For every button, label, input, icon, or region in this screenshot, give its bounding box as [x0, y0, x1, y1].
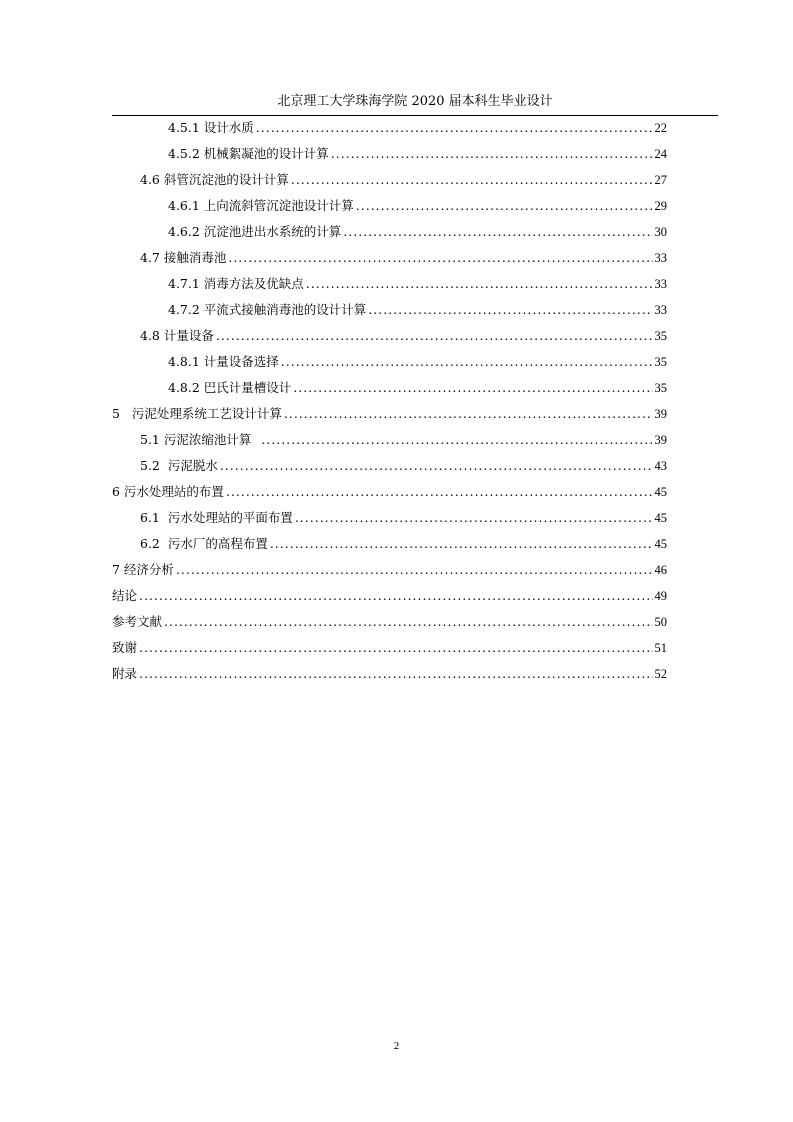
- toc-entry-acknowledgements[interactable]: [112, 637, 667, 659]
- toc-leader: [293, 377, 652, 399]
- toc-page: 39: [654, 407, 667, 421]
- toc-page: 45: [654, 537, 667, 551]
- toc-page: 45: [654, 511, 667, 525]
- toc-label: 附录: [112, 666, 138, 681]
- toc-entry-4-8[interactable]: [140, 325, 667, 347]
- toc-label: 7 经济分析: [112, 562, 174, 577]
- toc-leader: [261, 429, 652, 451]
- toc-entry-4-6-2[interactable]: [168, 221, 667, 243]
- toc-page: 33: [654, 303, 667, 317]
- toc-leader: [270, 533, 653, 555]
- toc-label: 4.8.2 巴氏计量槽设计: [168, 380, 292, 395]
- toc-label: 6 污水处理站的布置: [112, 484, 224, 499]
- toc-page: 51: [654, 641, 667, 655]
- page-header: 北京理工大学珠海学院 2020 届本科生毕业设计: [277, 94, 553, 109]
- toc-label: 6.1 污水处理站的平面布置: [140, 510, 293, 525]
- header-rule: [112, 115, 718, 116]
- toc-label: 4.6.1 上向流斜管沉淀池设计计算: [168, 198, 354, 213]
- toc-entry-4-7-2[interactable]: [168, 299, 667, 321]
- toc-entry-4-5-2[interactable]: [168, 143, 667, 165]
- toc-entry-4-8-1[interactable]: [168, 351, 667, 373]
- toc-entry-4-5-1[interactable]: [168, 117, 667, 139]
- toc-leader: [281, 351, 653, 373]
- toc-leader: [216, 325, 653, 347]
- toc-label: 4.8.1 计量设备选择: [168, 354, 279, 369]
- toc-page: 35: [654, 355, 667, 369]
- toc-leader: [164, 611, 652, 633]
- toc-page: 29: [654, 199, 667, 213]
- toc-page: 39: [654, 433, 667, 447]
- toc-page: 30: [654, 225, 667, 239]
- toc-entry-5[interactable]: [112, 403, 667, 425]
- toc-page: 33: [654, 277, 667, 291]
- toc-label: 6.2 污水厂的高程布置: [140, 536, 268, 551]
- toc-leader: [356, 195, 653, 217]
- toc-page: 50: [654, 615, 667, 629]
- toc-label: 4.7 接触消毒池: [140, 250, 227, 265]
- toc-entry-5-2[interactable]: [140, 455, 667, 477]
- page-number: 2: [393, 1040, 400, 1052]
- toc-entry-6-1[interactable]: [140, 507, 667, 529]
- toc-page: 35: [654, 329, 667, 343]
- toc-page: 43: [654, 459, 667, 473]
- toc-label: 4.6.2 沉淀池进出水系统的计算: [168, 224, 342, 239]
- toc-entry-references[interactable]: [112, 611, 667, 633]
- toc-entry-4-8-2[interactable]: [168, 377, 667, 399]
- toc-page: 49: [654, 589, 667, 603]
- toc-page: 35: [654, 381, 667, 395]
- toc-entry-appendix[interactable]: [112, 663, 667, 685]
- toc-leader: [139, 663, 652, 685]
- toc-leader: [291, 169, 653, 191]
- toc-page: 33: [654, 251, 667, 265]
- toc-label: 致谢: [112, 640, 138, 655]
- toc-label: 5.1 污泥浓缩池计算: [140, 432, 260, 447]
- toc-entry-4-6-1[interactable]: [168, 195, 667, 217]
- toc-page: 24: [654, 147, 667, 161]
- toc-page: 46: [654, 563, 667, 577]
- toc-leader: [226, 481, 653, 503]
- toc-label: 参考文献: [112, 614, 163, 629]
- toc-entry-conclusion[interactable]: [112, 585, 667, 607]
- toc-leader: [295, 507, 653, 529]
- toc-entry-6[interactable]: [112, 481, 667, 503]
- toc-entry-6-2[interactable]: [140, 533, 667, 555]
- toc-leader: [228, 247, 652, 269]
- toc-label: 4.6 斜管沉淀池的设计计算: [140, 172, 289, 187]
- toc-leader: [331, 143, 653, 165]
- toc-leader: [306, 273, 653, 295]
- toc-page: 22: [654, 121, 667, 135]
- toc-label: 4.8 计量设备: [140, 328, 214, 343]
- toc-page: 27: [654, 173, 667, 187]
- toc-label: 4.5.1 设计水质: [168, 120, 254, 135]
- toc-leader: [256, 117, 653, 139]
- toc-label: 5.2 污泥脱水: [140, 458, 218, 473]
- toc-leader: [368, 299, 652, 321]
- toc-label: 4.7.2 平流式接触消毒池的设计计算: [168, 302, 367, 317]
- toc-label: 结论: [112, 588, 138, 603]
- toc-entry-4-6[interactable]: [140, 169, 667, 191]
- toc-leader: [343, 221, 652, 243]
- toc-label: 4.7.1 消毒方法及优缺点: [168, 276, 304, 291]
- toc-leader: [220, 455, 653, 477]
- toc-entry-4-7-1[interactable]: [168, 273, 667, 295]
- toc-entry-7[interactable]: [112, 559, 667, 581]
- toc-leader: [139, 585, 652, 607]
- toc-leader: [284, 403, 653, 425]
- toc-page: 45: [654, 485, 667, 499]
- toc-leader: [176, 559, 653, 581]
- toc-label: 4.5.2 机械絮凝池的设计计算: [168, 146, 329, 161]
- toc-leader: [139, 637, 652, 659]
- toc-entry-5-1[interactable]: [140, 429, 667, 451]
- toc-label: 5 污泥处理系统工艺设计计算: [112, 406, 282, 421]
- toc-page: 52: [654, 667, 667, 681]
- toc-entry-4-7[interactable]: [140, 247, 667, 269]
